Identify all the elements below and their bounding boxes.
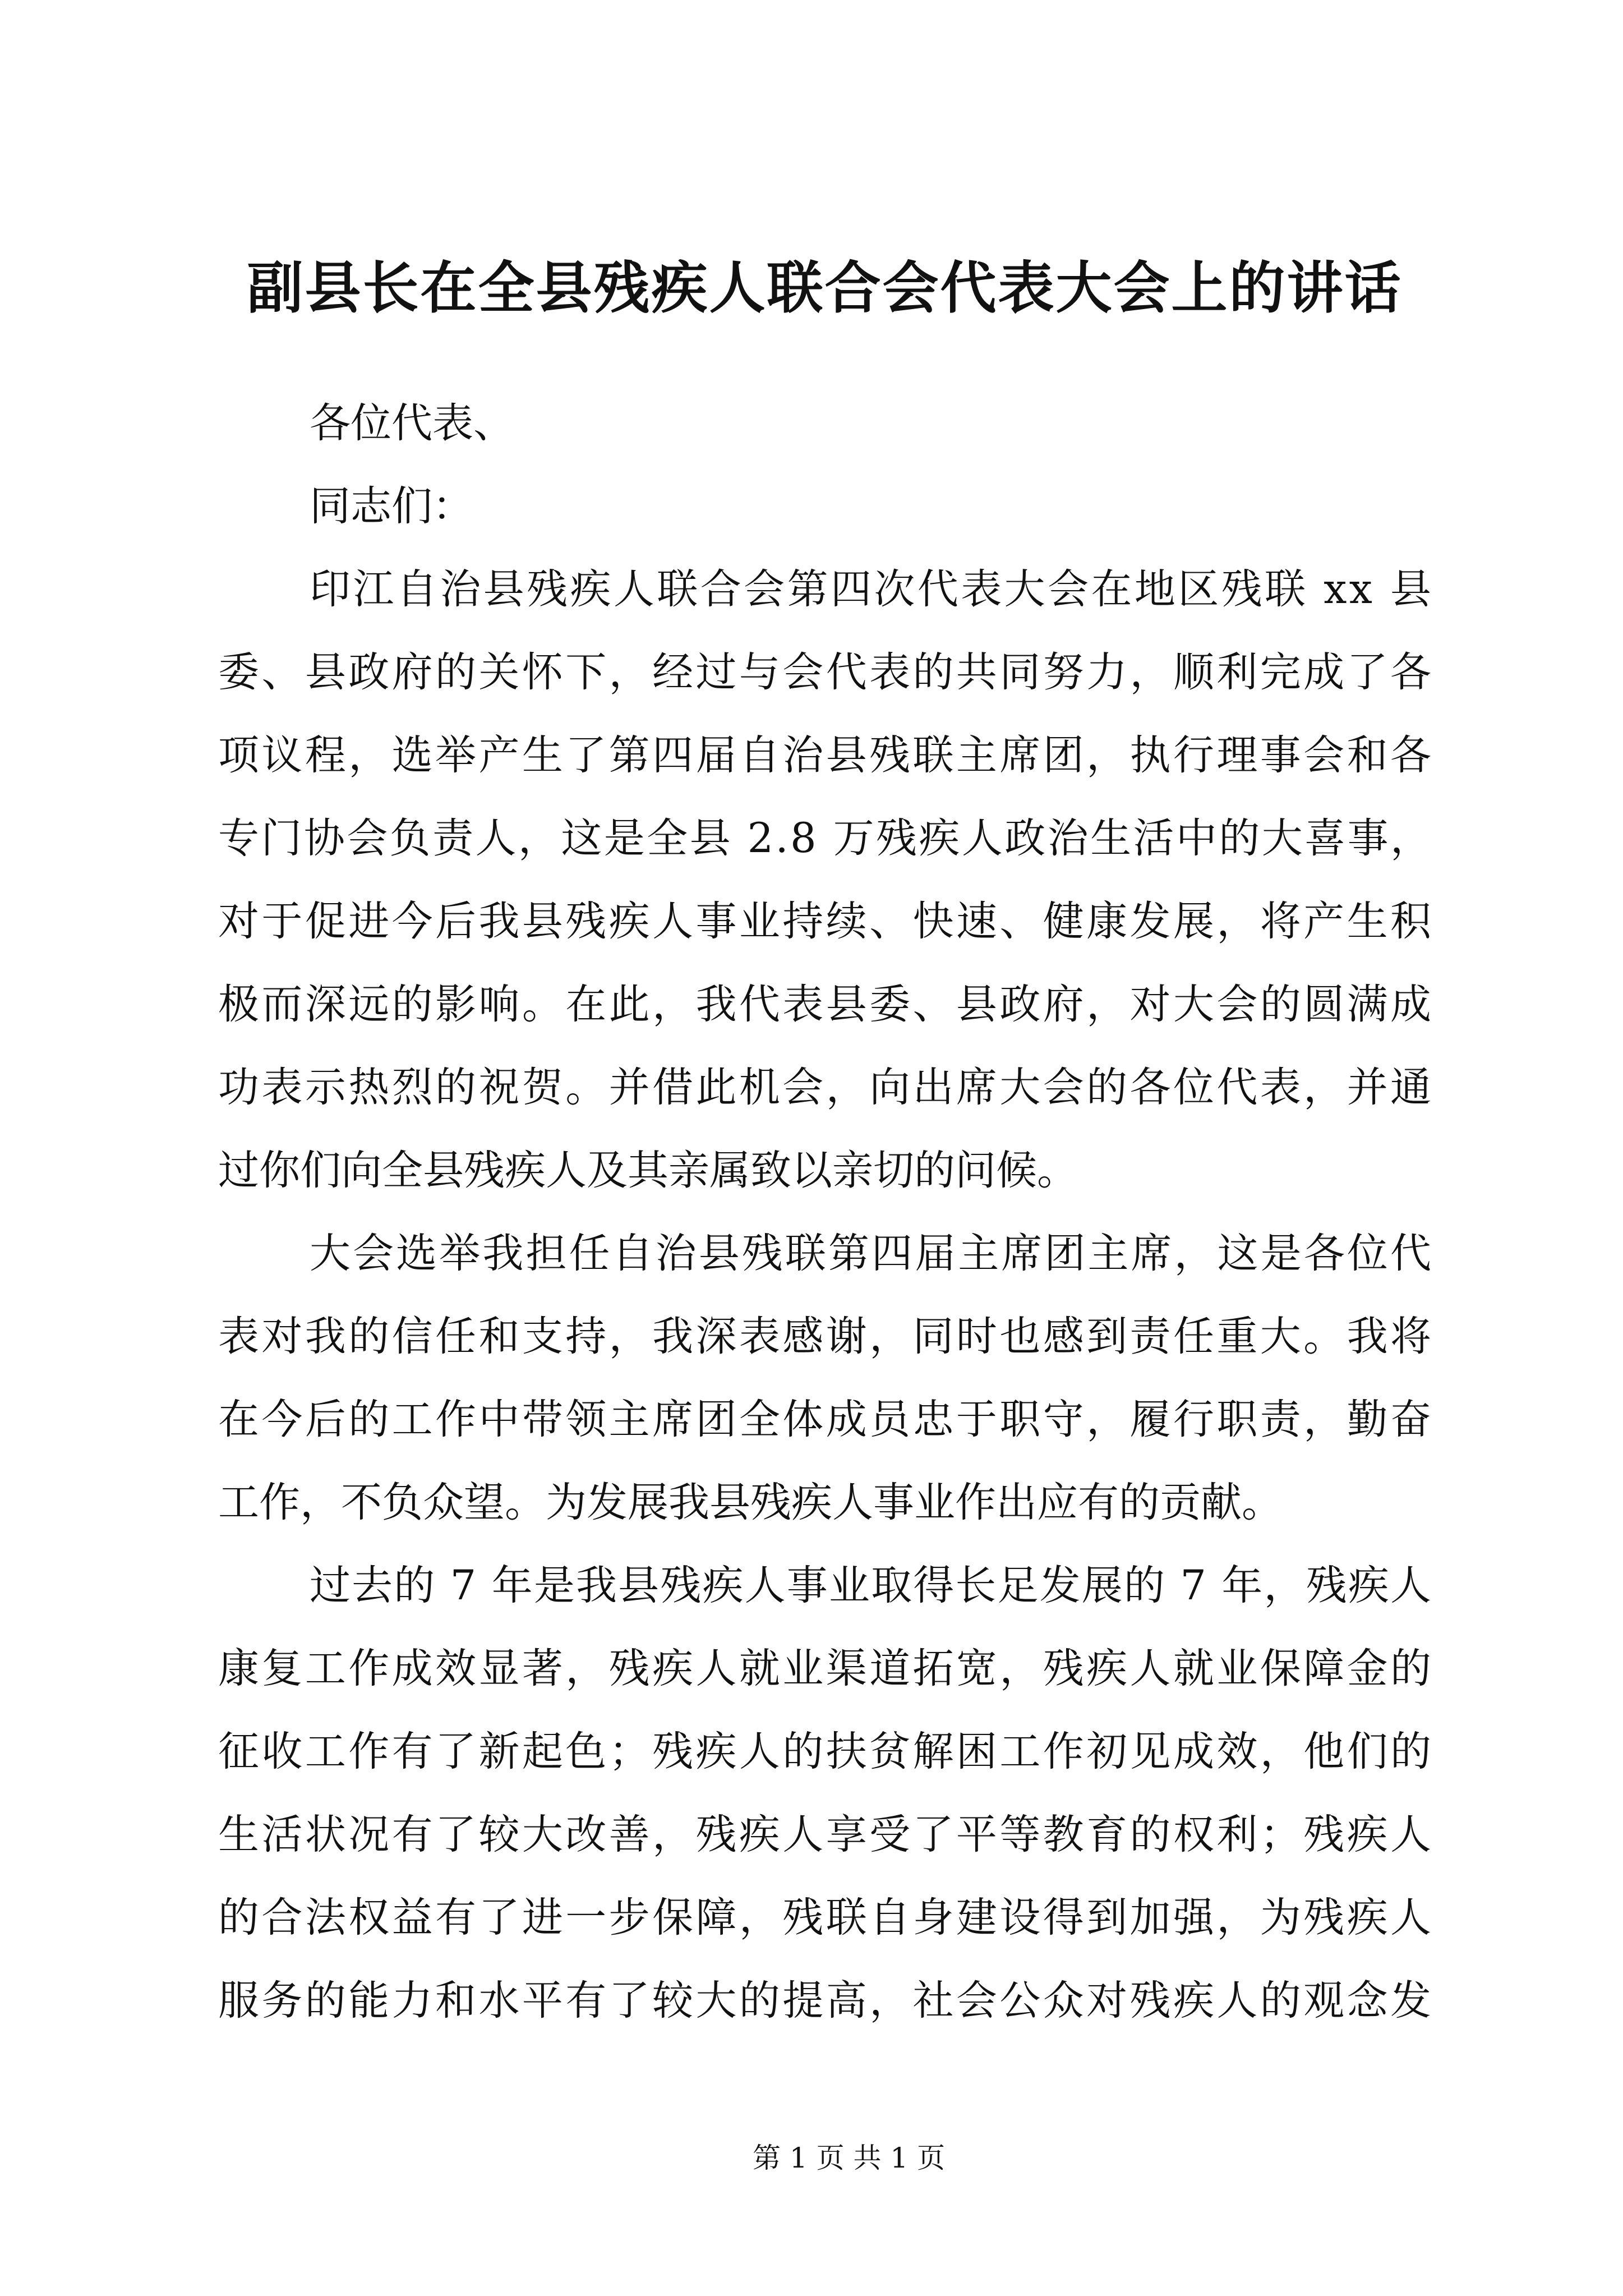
paragraph-2	[218, 1212, 1434, 1544]
text-line: 对于促进今后我县残疾人事业持续、快速、健康发展，将产生积	[218, 898, 1434, 945]
text-line: 在今后的工作中带领主席团全体成员忠于职守，履行职责，勤奋	[218, 1396, 1434, 1443]
text-line: 服务的能力和水平有了较大的提高，社会公众对残疾人的观念发	[218, 1977, 1434, 2024]
text-line: 印江自治县残疾人联合会第四次代表大会在地区残联 xx 县	[310, 565, 1434, 613]
paragraph-3	[218, 1544, 1434, 2042]
text-line: 的合法权益有了进一步保障，残联自身建设得到加强，为残疾人	[218, 1894, 1434, 1941]
salutation	[218, 382, 1431, 465]
text-line: 委、县政府的关怀下，经过与会代表的共同努力，顺利完成了各	[218, 648, 1434, 696]
text-line: 工作，不负众望。为发展我县残疾人事业作出应有的贡献。	[218, 1479, 1283, 1526]
text-line: 功表示热烈的祝贺。并借此机会，向出席大会的各位代表，并通	[218, 1064, 1434, 1111]
text-line: 大会选举我担任自治县残联第四届主席团主席，这是各位代	[310, 1230, 1434, 1277]
paragraph-1	[218, 548, 1434, 1212]
salutation	[218, 465, 1431, 548]
text-line: 专门协会负责人，这是全县 2.8 万残疾人政治生活中的大喜事，	[218, 815, 1433, 862]
document-body	[218, 382, 1434, 2042]
page-footer: 第 1 页 共 1 页	[753, 2142, 946, 2174]
salutation-line: 同志们：	[310, 482, 473, 530]
text-line: 表对我的信任和支持，我深表感谢，同时也感到责任重大。我将	[218, 1313, 1434, 1360]
text-line: 极而深远的影响。在此，我代表县委、县政府，对大会的圆满成	[218, 981, 1434, 1028]
text-line: 生活状况有了较大改善，残疾人享受了平等教育的权利；残疾人	[218, 1811, 1434, 1858]
text-line: 过去的 7 年是我县残疾人事业取得长足发展的 7 年，残疾人	[310, 1562, 1433, 1609]
text-line: 项议程，选举产生了第四届自治县残联主席团，执行理事会和各	[218, 731, 1434, 779]
document-title: 副县长在全县残疾人联合会代表大会上的讲话	[247, 255, 1403, 321]
text-line: 征收工作有了新起色；残疾人的扶贫解困工作初见成效，他们的	[218, 1728, 1434, 1775]
salutation-line: 各位代表、	[310, 399, 514, 447]
text-line: 康复工作成效显著，残疾人就业渠道拓宽，残疾人就业保障金的	[218, 1645, 1434, 1692]
text-line: 过你们向全县残疾人及其亲属致以亲切的问候。	[218, 1147, 1078, 1194]
